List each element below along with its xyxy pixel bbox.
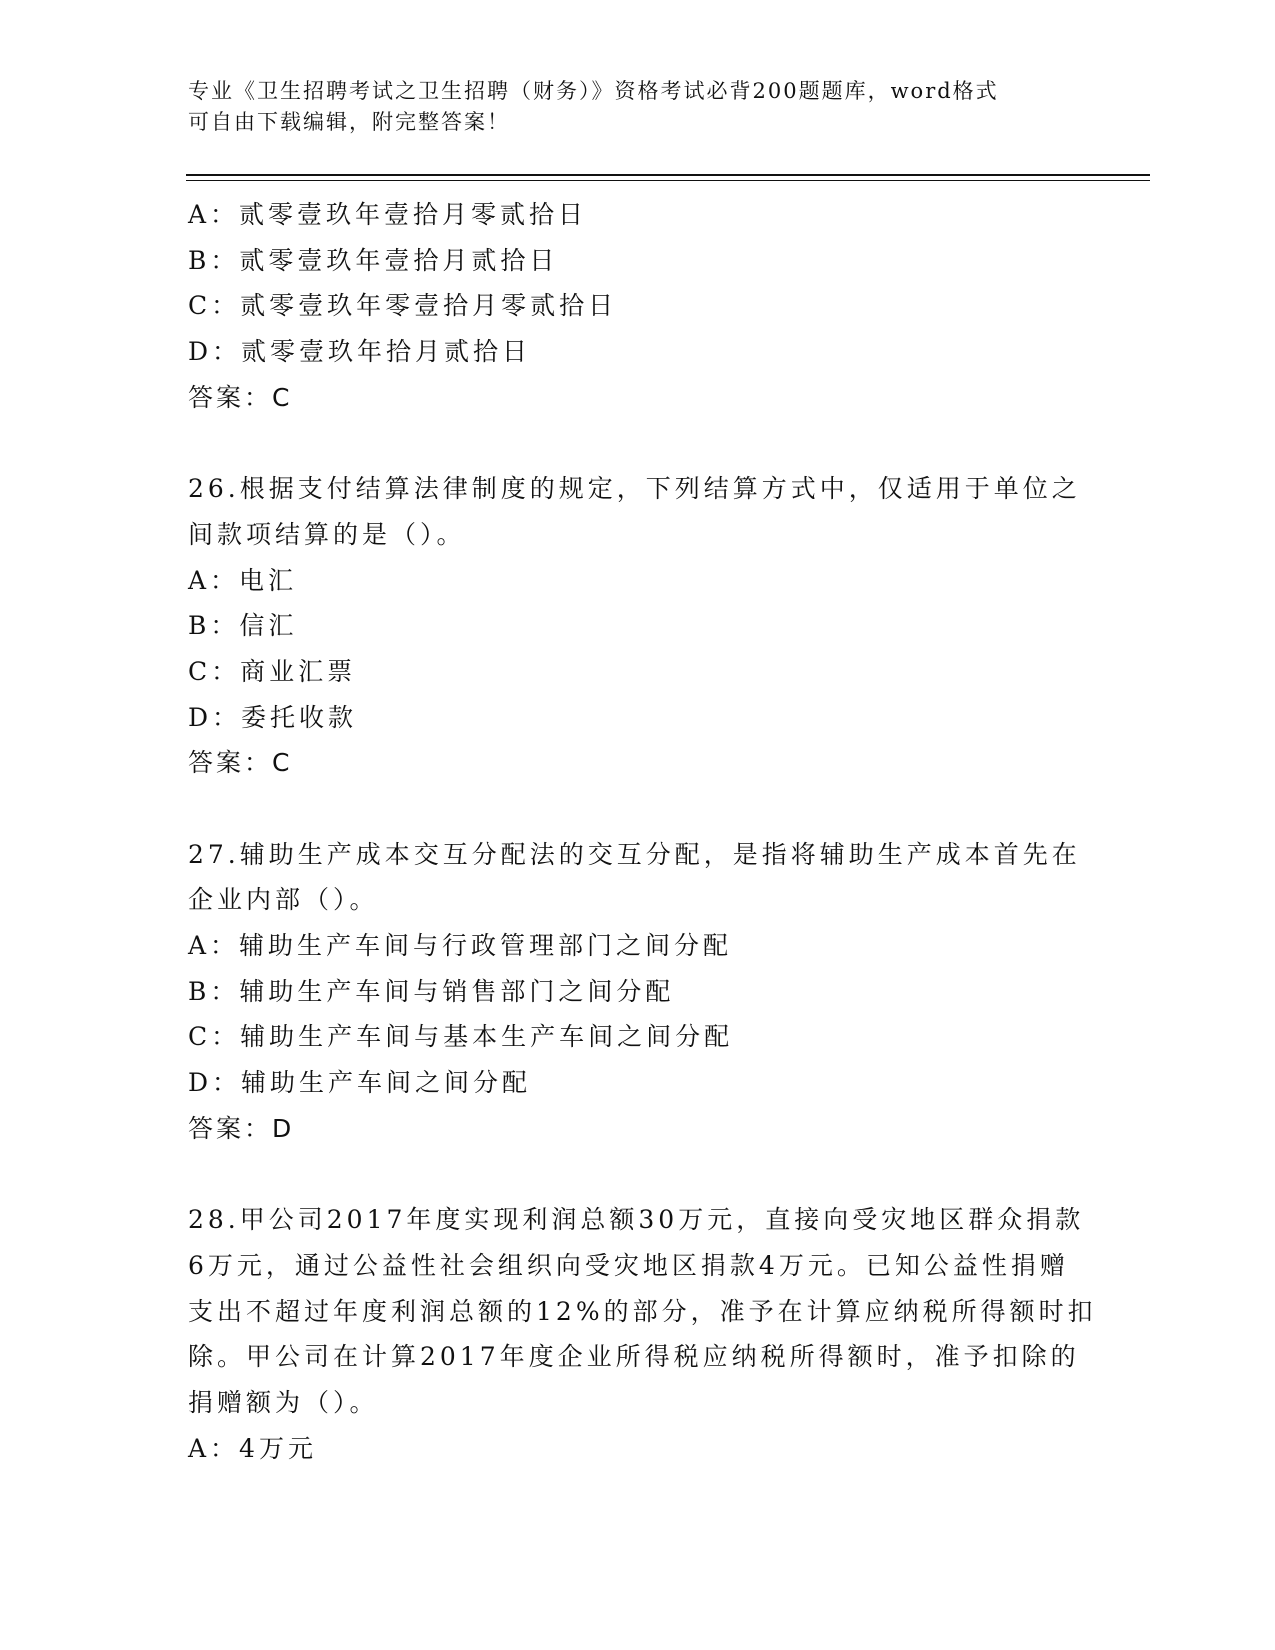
option-c: C：商业汇票 bbox=[188, 656, 357, 686]
answer-line: 答案：D bbox=[188, 1113, 295, 1143]
question-25 bbox=[188, 192, 1088, 420]
question-spacer bbox=[188, 1151, 1088, 1197]
question-list bbox=[188, 192, 1097, 1471]
question-spacer bbox=[188, 420, 1088, 466]
question-26 bbox=[188, 466, 1088, 786]
question-text-line: 28.甲公司2017年度实现利润总额30万元，直接向受灾地区群众捐款 bbox=[188, 1205, 1085, 1235]
question-28 bbox=[188, 1197, 1097, 1471]
question-text-line: 除。甲公司在计算2017年度企业所得税应纳税所得额时，准予扣除的 bbox=[188, 1342, 1080, 1372]
option-c: C：贰零壹玖年零壹拾月零贰拾日 bbox=[188, 291, 618, 321]
question-27 bbox=[188, 832, 1088, 1152]
header-title-line-1: 专业《卫生招聘考试之卫生招聘（财务）》资格考试必背200题题库，word格式 bbox=[188, 79, 999, 103]
question-text-line: 支出不超过年度利润总额的12%的部分，准予在计算应纳税所得额时扣 bbox=[188, 1296, 1097, 1326]
header-title-line-2: 可自由下载编辑，附完整答案！ bbox=[188, 110, 510, 134]
option-a: A：4万元 bbox=[188, 1433, 317, 1463]
option-d: D：委托收款 bbox=[188, 702, 358, 732]
option-b: B：信汇 bbox=[188, 611, 298, 641]
question-text-line: 间款项结算的是（）。 bbox=[188, 519, 466, 549]
question-text-line: 6万元，通过公益性社会组织向受灾地区捐款4万元。已知公益性捐赠 bbox=[188, 1250, 1069, 1280]
answer-line: 答案：C bbox=[188, 382, 293, 412]
question-text-line: 捐赠额为（）。 bbox=[188, 1387, 379, 1417]
header-divider-thin bbox=[186, 180, 1150, 181]
question-spacer bbox=[188, 786, 1088, 832]
option-b: B：贰零壹玖年壹拾月贰拾日 bbox=[188, 245, 559, 275]
option-a: A：辅助生产车间与行政管理部门之间分配 bbox=[188, 931, 733, 960]
document-header bbox=[188, 76, 1088, 138]
option-a: A：贰零壹玖年壹拾月零贰拾日 bbox=[188, 200, 588, 229]
answer-line: 答案：C bbox=[188, 748, 293, 778]
question-text-line: 26.根据支付结算法律制度的规定，下列结算方式中，仅适用于单位之 bbox=[188, 474, 1081, 504]
option-d: D：贰零壹玖年拾月贰拾日 bbox=[188, 337, 532, 367]
option-b: B：辅助生产车间与销售部门之间分配 bbox=[188, 976, 675, 1006]
question-text-line: 27.辅助生产成本交互分配法的交互分配，是指将辅助生产成本首先在 bbox=[188, 839, 1081, 869]
question-text-line: 企业内部（）。 bbox=[188, 885, 379, 915]
option-a: A：电汇 bbox=[188, 565, 298, 595]
option-c: C：辅助生产车间与基本生产车间之间分配 bbox=[188, 1022, 734, 1052]
header-divider-thick bbox=[186, 174, 1150, 176]
option-d: D：辅助生产车间之间分配 bbox=[188, 1068, 532, 1098]
